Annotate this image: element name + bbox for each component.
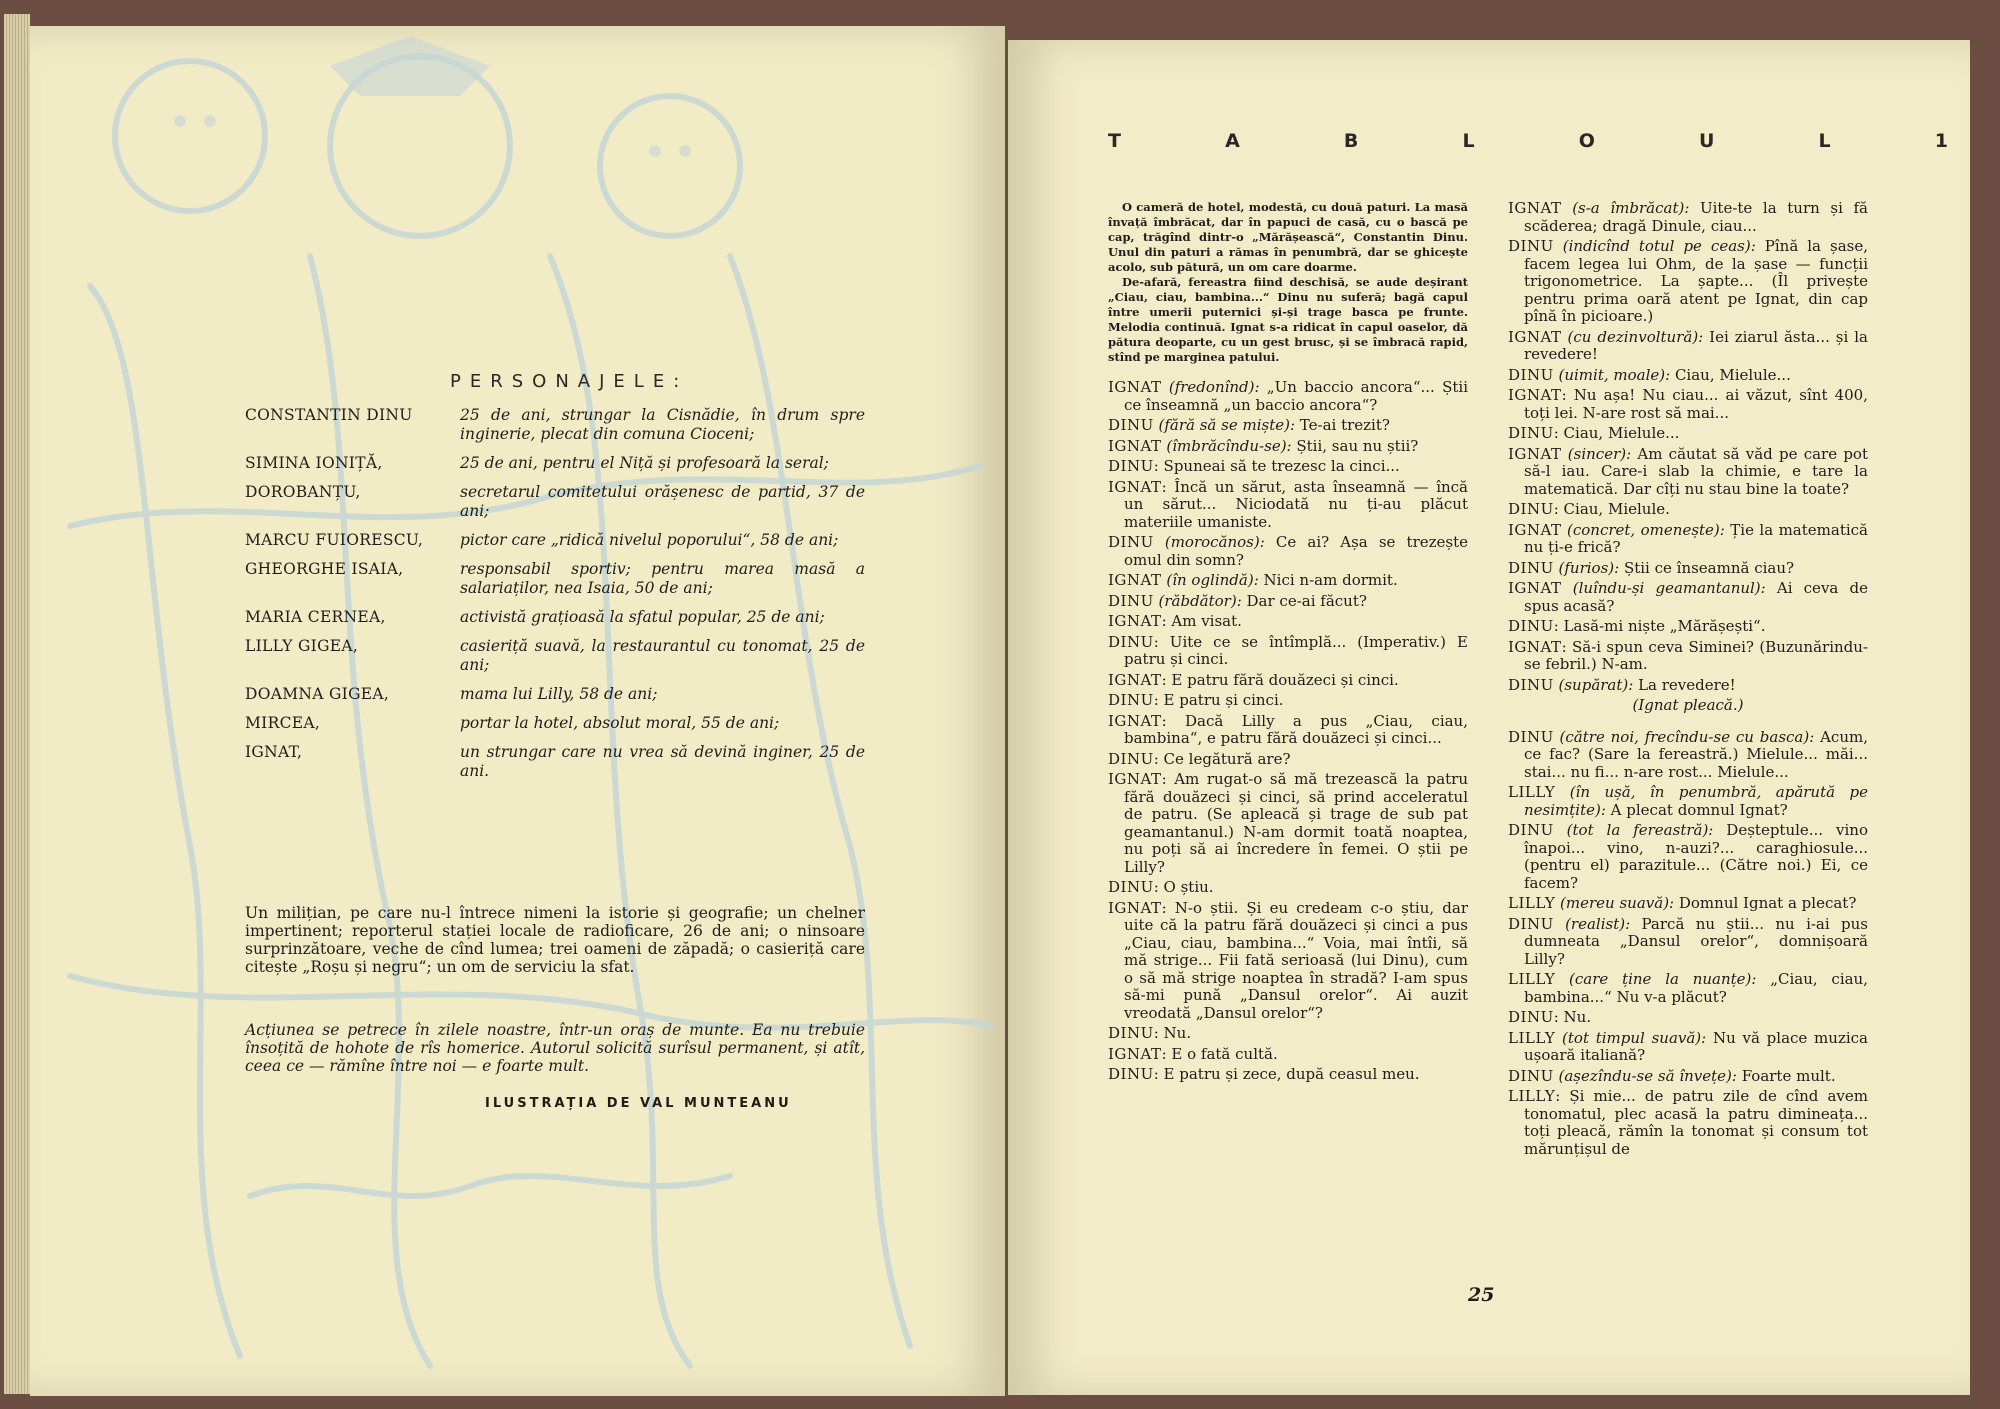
dialogue-line — [1108, 534, 1468, 569]
character-name: CONSTANTIN DINU — [245, 406, 413, 424]
stage-cue: (supărat): — [1558, 675, 1634, 694]
spoken-text: : E patru fără douăzeci și cinci. — [1161, 670, 1399, 689]
stage-cue: (așezîndu-se să învețe): — [1558, 1066, 1737, 1085]
cast-entry — [245, 406, 865, 444]
speaker-name: IGNAT — [1108, 770, 1162, 788]
speaker-name: DINU — [1108, 632, 1154, 651]
dialogue-line — [1508, 446, 1868, 499]
spoken-text: Parcă nu știi... nu i-ai pus dumneata „Dansul orelor“, domnișoară Lilly? — [1524, 914, 1868, 968]
spoken-text: : Încă un sărut, asta înseamnă — încă un sărut... Niciodată nu ți-au plăcut materiile umaniste. — [1124, 477, 1468, 531]
stage-cue: (concret, omenește): — [1567, 520, 1725, 539]
dialogue-line — [1508, 200, 1868, 235]
dialogue-line — [1508, 580, 1868, 615]
characters-heading: PERSONAJELE: — [450, 371, 689, 392]
spoken-text: Pînă la șase, facem legea lui Ohm, de la șase — funcții trigonometrice. La șapte... (Îl privește pentru prima oară atent pe Ignat, din cap pînă în picioare.) — [1524, 237, 1868, 325]
dialogue-line — [1508, 238, 1868, 326]
spoken-text: : Am visat. — [1161, 612, 1242, 630]
stage-cue: (tot la fereastră): — [1566, 821, 1714, 839]
left-page — [30, 26, 1005, 1396]
spoken-text: : Ce legătură are? — [1153, 749, 1291, 768]
speaker-name: DINU — [1508, 558, 1554, 577]
stage-cue: (fără să se miște): — [1158, 416, 1296, 434]
dialogue-line — [1508, 618, 1868, 636]
spoken-text: : Ciau, Mielule. — [1553, 500, 1670, 518]
dialogue-line — [1108, 1046, 1468, 1064]
heading-letter: T — [1108, 130, 1121, 152]
speaker-name: DINU — [1508, 727, 1554, 746]
speaker-name: DINU — [1508, 914, 1554, 933]
spoken-text: : O știu. — [1153, 878, 1214, 896]
stage-cue: (furios): — [1558, 558, 1620, 577]
dialogue-line — [1508, 639, 1868, 674]
dialogue-line — [1508, 522, 1868, 557]
character-description: 25 de ani, pentru el Niță și profesoară la seral; — [460, 454, 829, 472]
speaker-name: IGNAT — [1508, 327, 1562, 346]
spoken-text: : Dacă Lilly a pus „Ciau, ciau, bambina“, e patru fără douăzeci și cinci... — [1124, 711, 1468, 747]
text-column-right — [1508, 200, 1868, 1161]
dialogue-line — [1508, 1088, 1868, 1158]
extras-paragraph: Un milițian, pe care nu-l întrece nimeni la istorie și geografie; un chelner impertinent; reporterul stației locale de radioficare, 26 de ani; o ninsoare surprinzătoare, veche de cînd lumea; trei oameni de zăpadă; o casieriță care citește „Roșu și negru“; un om de serviciu la sfat. — [245, 904, 865, 976]
speaker-name: DINU — [1508, 1008, 1554, 1026]
speaker-name: LILLY — [1508, 894, 1556, 912]
cast-entry — [245, 743, 865, 781]
stage-cue: (către noi, frecîndu-se cu basca): — [1559, 727, 1815, 746]
spoken-text: Ciau, Mielule... — [1670, 365, 1791, 384]
dialogue-line — [1508, 1068, 1868, 1086]
character-description: secretarul comitetului orășenesc de partid, 37 de ani; — [460, 483, 865, 520]
cast-list — [245, 406, 865, 791]
spoken-text: Uite-te la turn și fă scăderea; dragă Dinule, ciau... — [1524, 199, 1868, 235]
heading-letter: U — [1698, 130, 1715, 152]
dialogue-line — [1508, 895, 1868, 913]
dialogue-line — [1508, 822, 1868, 892]
heading-letter: A — [1225, 130, 1240, 152]
character-description: mama lui Lilly, 58 de ani; — [460, 685, 658, 703]
speaker-name: DINU — [1108, 533, 1154, 551]
speaker-name: IGNAT — [1508, 637, 1562, 656]
character-description: responsabil sportiv; pentru marea masă a salariaților, nea Isaia, 50 de ani; — [460, 560, 865, 597]
cast-entry — [245, 685, 865, 704]
speaker-name: DINU — [1108, 1024, 1154, 1042]
stage-cue: (indicînd totul pe ceas): — [1562, 237, 1756, 255]
dialogue-line — [1108, 1025, 1468, 1043]
dialogue-line — [1508, 387, 1868, 422]
dialogue-line — [1508, 916, 1868, 969]
stage-cue: (răbdător): — [1158, 591, 1242, 610]
character-name: MIRCEA, — [245, 714, 321, 732]
speaker-name: DINU — [1108, 1065, 1154, 1083]
stage-cue: (îmbrăcîndu-se): — [1166, 436, 1292, 455]
spoken-text: : Lasă-mi niște „Mărășești“. — [1553, 617, 1766, 635]
dialogue-line — [1508, 501, 1868, 519]
stage-cue: (uimit, moale): — [1558, 365, 1671, 384]
speaker-name: DINU — [1108, 591, 1154, 610]
dialogue-line — [1508, 1030, 1868, 1065]
dialogue-line — [1108, 613, 1468, 631]
heading-letter: 1 — [1934, 130, 1948, 152]
speaker-name: DINU — [1508, 617, 1554, 635]
character-name: MARIA CERNEA, — [245, 608, 386, 626]
speaker-name: IGNAT — [1508, 520, 1562, 539]
speaker-name: DINU — [1108, 878, 1154, 896]
speaker-name: IGNAT — [1108, 477, 1162, 496]
spoken-text: Ce ai? Așa se trezește omul din somn? — [1124, 533, 1468, 569]
stage-cue: (care ține la nuanțe): — [1569, 970, 1757, 988]
character-name: SIMINA IONIȚĂ, — [245, 454, 383, 472]
spoken-text: „Ciau, ciau, bambina...“ Nu v-a plăcut? — [1524, 970, 1868, 1006]
cast-entry — [245, 560, 865, 598]
spoken-text: : N-o știi. Și eu credeam c-o știu, dar uite că la patru fără douăzeci și cinci a pus „Ciau, ciau, bambina...“ Voia, mai întîi, să mă strige... Fii fată serioasă (lui Dinu), cum o să mă strige noaptea în stradă? I-am spus să-mi pună „Dansul orelor“. Ai auzit vreodată „Dansul orelor“? — [1124, 898, 1468, 1022]
speaker-name: IGNAT — [1108, 436, 1162, 455]
cast-entry — [245, 531, 865, 550]
spoken-text: : Și mie... de patru zile de cînd avem tonomatul, plec acasă la patru dimineața... toți pleacă, rămîn la tonomat și consum tot mărunțișul de — [1524, 1087, 1868, 1158]
spoken-text: : Să-i spun ceva Siminei? (Buzunărindu-se febril.) N-am. — [1524, 637, 1868, 673]
spoken-text: Ție la matematică nu ți-e frică? — [1524, 520, 1868, 556]
speaker-name: DINU — [1508, 821, 1554, 839]
spoken-text: Foarte mult. — [1736, 1066, 1836, 1085]
dialogue-line — [1108, 438, 1468, 456]
stage-cue: (s-a îmbrăcat): — [1572, 199, 1690, 217]
speaker-name: DINU — [1508, 237, 1554, 255]
stage-cue: (tot timpul suavă): — [1562, 1028, 1707, 1047]
speaker-name: IGNAT — [1108, 571, 1162, 589]
character-description: activistă grațioasă la sfatul popular, 25 de ani; — [460, 608, 825, 626]
stage-cue: (realist): — [1565, 914, 1631, 933]
dialogue-line — [1508, 367, 1868, 385]
text-column-left — [1108, 200, 1468, 1087]
speaker-name: IGNAT — [1508, 444, 1562, 463]
speaker-name: IGNAT — [1108, 378, 1162, 396]
speaker-name: DINU — [1508, 1066, 1554, 1085]
illustration-credit: ILUSTRAȚIA DE VAL MUNTEANU — [485, 1096, 792, 1111]
speaker-name: IGNAT — [1508, 579, 1562, 597]
stage-cue: (morocănos): — [1164, 533, 1265, 551]
speaker-name: LILLY — [1508, 1028, 1556, 1047]
dialogue-line — [1508, 729, 1868, 782]
speaker-name: LILLY — [1508, 970, 1556, 988]
right-page — [1008, 40, 1970, 1395]
speaker-name: IGNAT — [1508, 386, 1562, 404]
dialogue-line — [1108, 879, 1468, 897]
character-name: MARCU FUIORESCU, — [245, 531, 424, 549]
dialogue-line — [1108, 379, 1468, 414]
spoken-text: „Un baccio ancora“... Știi ce înseamnă „un baccio ancora“? — [1124, 378, 1468, 414]
character-name: IGNAT, — [245, 743, 303, 761]
dialogue-line — [1508, 560, 1868, 578]
dialogue-line — [1108, 672, 1468, 690]
dialogue-line — [1108, 713, 1468, 748]
speaker-name: DINU — [1108, 457, 1154, 475]
cast-entry — [245, 714, 865, 733]
dialogue-line — [1508, 1009, 1868, 1027]
stage-direction — [1108, 200, 1468, 365]
dialogue-line — [1108, 593, 1468, 611]
spoken-text: : Nu. — [1153, 1024, 1192, 1042]
cast-entry — [245, 637, 865, 675]
dialogue-line — [1108, 479, 1468, 532]
cast-entry — [245, 483, 865, 521]
page-number: 25 — [1468, 1284, 1495, 1306]
spoken-text: A plecat domnul Ignat? — [1605, 800, 1788, 819]
spoken-text: : E patru și zece, după ceasul meu. — [1153, 1065, 1420, 1083]
speaker-name: DINU — [1108, 749, 1154, 768]
speaker-name: LILLY — [1508, 1087, 1556, 1105]
speaker-name: DINU — [1508, 424, 1554, 442]
spoken-text: : Am rugat-o să mă trezească la patru fără douăzeci și cinci, să prind acceleratul de patru. (Se apleacă și trage de sub pat geamantanul.) N-am dormit toată noaptea, nu poți să ai încredere în femei. O știi pe Lilly? — [1124, 770, 1468, 876]
character-name: GHEORGHE ISAIA, — [245, 560, 404, 578]
stage-cue: (în ușă, în penumbră, apărută pe nesimțite): — [1524, 783, 1868, 819]
character-name: LILLY GIGEA, — [245, 637, 359, 655]
speaker-name: DINU — [1508, 675, 1554, 694]
stage-cue: (sincer): — [1567, 444, 1632, 463]
dialogue-line — [1108, 634, 1468, 669]
character-description: pictor care „ridică nivelul poporului“, 58 de ani; — [460, 531, 839, 549]
heading-letter: O — [1578, 130, 1595, 152]
exit-direction: (Ignat pleacă.) — [1632, 696, 1744, 714]
spoken-text: Știi ce înseamnă ciau? — [1619, 558, 1795, 577]
stage-cue: (cu dezinvoltură): — [1567, 327, 1704, 346]
stage-paragraph: O cameră de hotel, modestă, cu două paturi. La masă învață îmbrăcat, dar în papuci de casă, cu o bască pe cap, trăgînd dintr-o „Mărășească“, Constantin Dinu. Unul din paturi a rămas în penumbră, dar se ghicește acolo, sub pătură, un om care doarme. — [1108, 200, 1468, 274]
dialogue-line — [1508, 425, 1868, 443]
dialogue-line — [1108, 900, 1468, 1023]
dialogue-line — [1508, 329, 1868, 364]
spoken-text: : E patru și cinci. — [1153, 691, 1284, 709]
dialogue-line — [1108, 572, 1468, 590]
speaker-name: IGNAT — [1108, 670, 1162, 689]
heading-letter: L — [1462, 130, 1475, 152]
stage-cue: (fredonînd): — [1168, 378, 1260, 396]
character-description: un strungar care nu vrea să devină inginer, 25 de ani. — [460, 743, 865, 780]
speaker-name: IGNAT — [1508, 199, 1562, 217]
dialogue-line — [1508, 971, 1868, 1006]
dialogue-line — [1108, 458, 1468, 476]
spoken-text: : Ciau, Mielule... — [1553, 424, 1680, 442]
speaker-name: DINU — [1508, 500, 1554, 518]
dialogue-line — [1108, 771, 1468, 876]
spoken-text: Te-ai trezit? — [1295, 416, 1390, 434]
character-name: DOROBANȚU, — [245, 483, 361, 501]
spoken-text: Deșteptule... vino înapoi... vino, n-auzi?... caraghiosule... (pentru el) parazitule... (Către noi.) Ei, ce facem? — [1524, 821, 1868, 892]
speaker-name: IGNAT — [1108, 898, 1162, 917]
speaker-name: DINU — [1108, 691, 1154, 709]
spoken-text: Dar ce-ai făcut? — [1241, 591, 1367, 610]
spoken-text: Nu vă place muzica ușoară italiană? — [1524, 1028, 1868, 1064]
dialogue-line — [1108, 751, 1468, 769]
dialogue-line — [1508, 784, 1868, 819]
spoken-text: La revedere! — [1633, 675, 1736, 694]
spoken-text: Acum, ce fac? (Sare la fereastră.) Mielule... măi... stai... nu fi... n-are rost... Mielule... — [1524, 727, 1868, 781]
spoken-text: : Spuneai să te trezesc la cinci... — [1153, 457, 1400, 475]
heading-letter: L — [1818, 130, 1831, 152]
stage-cue: (mereu suavă): — [1560, 894, 1675, 912]
setting-note: Acțiunea se petrece în zilele noastre, într-un oraș de munte. Ea nu trebuie însoțită de hohote de rîs homerice. Autorul solicită surîsul permanent, și atît, ceea ce — rămîne între noi — e foarte mult. — [245, 1021, 865, 1075]
speaker-name: IGNAT — [1108, 612, 1162, 630]
character-description: 25 de ani, strungar la Cisnădie, în drum spre inginerie, plecat din comuna Cioceni; — [460, 406, 865, 443]
character-description: portar la hotel, absolut moral, 55 de ani; — [460, 714, 780, 732]
dialogue-line — [1108, 1066, 1468, 1084]
speaker-name: DINU — [1108, 416, 1154, 434]
dialogue-line — [1508, 677, 1868, 695]
stage-paragraph: De-afară, fereastra fiind deschisă, se aude deșirant „Ciau, ciau, bambina...“ Dinu nu suferă; bagă capul între umerii puternici și-și trage basca pe frunte. Melodia continuă. Ignat s-a ridicat în capul oaselor, dă pătura deoparte, cu un gest brusc, și se îmbracă rapid, stînd pe marginea patului. — [1108, 275, 1468, 364]
dialogue-line — [1108, 692, 1468, 710]
spoken-text: Am căutat să văd pe care pot să-l iau. Care-i slab la chimie, e tare la matematică. Dar cîți nu stau bine la toate? — [1524, 444, 1868, 498]
character-description: casieriță suavă, la restaurantul cu tonomat, 25 de ani; — [460, 637, 865, 674]
stage-cue: (în oglindă): — [1166, 571, 1259, 589]
heading-letter: B — [1343, 130, 1359, 152]
character-name: DOAMNA GIGEA, — [245, 685, 390, 703]
spoken-text: Iei ziarul ăsta... și la revedere! — [1524, 327, 1868, 363]
speaker-name: LILLY — [1508, 783, 1556, 801]
page-edges — [4, 14, 30, 1394]
dialogue-block — [1108, 379, 1468, 1084]
dialogue-line — [1108, 417, 1468, 435]
speaker-name: IGNAT — [1108, 1044, 1162, 1063]
speaker-name: DINU — [1508, 365, 1554, 384]
spoken-text: Știi, sau nu știi? — [1291, 436, 1419, 455]
scene-heading — [1108, 130, 1948, 152]
stage-cue: (luîndu-și geamantanul): — [1572, 579, 1766, 597]
cast-entry — [245, 608, 865, 627]
spoken-text: : Nu așa! Nu ciau... ai văzut, sînt 400, toți lei. N-are rost să mai... — [1524, 386, 1868, 422]
cast-entry — [245, 454, 865, 473]
speaker-name: IGNAT — [1108, 711, 1162, 730]
spoken-text: Domnul Ignat a plecat? — [1674, 894, 1857, 912]
spoken-text: : Nu. — [1553, 1008, 1592, 1026]
spoken-text: : Uite ce se întîmplă... (Imperativ.) E patru și cinci. — [1124, 632, 1468, 668]
spoken-text: Nici n-am dormit. — [1258, 571, 1398, 589]
spoken-text: Ai ceva de spus acasă? — [1524, 579, 1868, 615]
spoken-text: : E o fată cultă. — [1161, 1044, 1278, 1063]
